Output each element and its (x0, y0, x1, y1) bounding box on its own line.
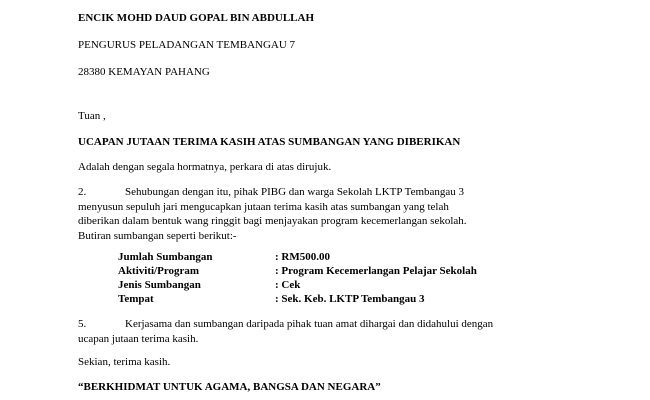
paragraph-5-number: 5. (78, 318, 87, 330)
page-edge-mark (78, 0, 84, 2)
salutation: Tuan , (78, 110, 106, 122)
paragraph-2-line: menyusun sepuluh jari mengucapkan jutaan terima kasih atas sumbangan yang telah (78, 200, 449, 213)
sender-name: ENCIK MOHD DAUD GOPAL BIN ABDULLAH (78, 12, 315, 24)
intro-paragraph: Adalah dengan segala hormatnya, perkara di atas dirujuk. (78, 161, 332, 173)
paragraph-5 (78, 318, 558, 347)
motto: “BERKHIDMAT UNTUK AGAMA, BANGSA DAN NEGARA” (78, 381, 381, 393)
letter-subject: UCAPAN JUTAAN TERIMA KASIH ATAS SUMBANGAN YANG DIBERIKAN (78, 136, 461, 148)
paragraph-2-line: diberikan dalam bentuk wang ringgit bagi menjayakan program kecemerlangan sekolah. (78, 215, 467, 227)
detail-label: Jenis Sumbangan (118, 279, 201, 291)
detail-label: Tempat (118, 293, 154, 305)
paragraph-5-line: 5. Kerjasama dan sumbangan daripada pihak tuan amat dihargai dan didahului dengan (78, 318, 494, 330)
paragraph-2-number: 2. (78, 186, 87, 198)
closing-line: Sekian, terima kasih. (78, 356, 171, 368)
paragraph-2-line: 2. Sehubungan dengan itu, pihak PIBG dan warga Sekolah LKTP Tembangau 3 (78, 186, 465, 198)
sender-address: 28380 KEMAYAN PAHANG (78, 66, 210, 78)
detail-value: : Cek (275, 279, 301, 291)
detail-label: Aktiviti/Program (118, 265, 200, 277)
sender-position: PENGURUS PELADANGAN TEMBANGAU 7 (78, 39, 296, 51)
paragraph-2 (78, 186, 558, 244)
detail-label: Jumlah Sumbangan (118, 251, 213, 263)
paragraph-2-line: Butiran sumbangan seperti berikut:- (78, 229, 237, 242)
detail-value: : Sek. Keb. LKTP Tembangau 3 (275, 293, 425, 305)
paragraph-5-line: ucapan jutaan terima kasih. (78, 332, 199, 345)
detail-value: : Program Kecemerlangan Pelajar Sekolah (275, 265, 477, 277)
detail-value: : RM500.00 (275, 251, 330, 263)
